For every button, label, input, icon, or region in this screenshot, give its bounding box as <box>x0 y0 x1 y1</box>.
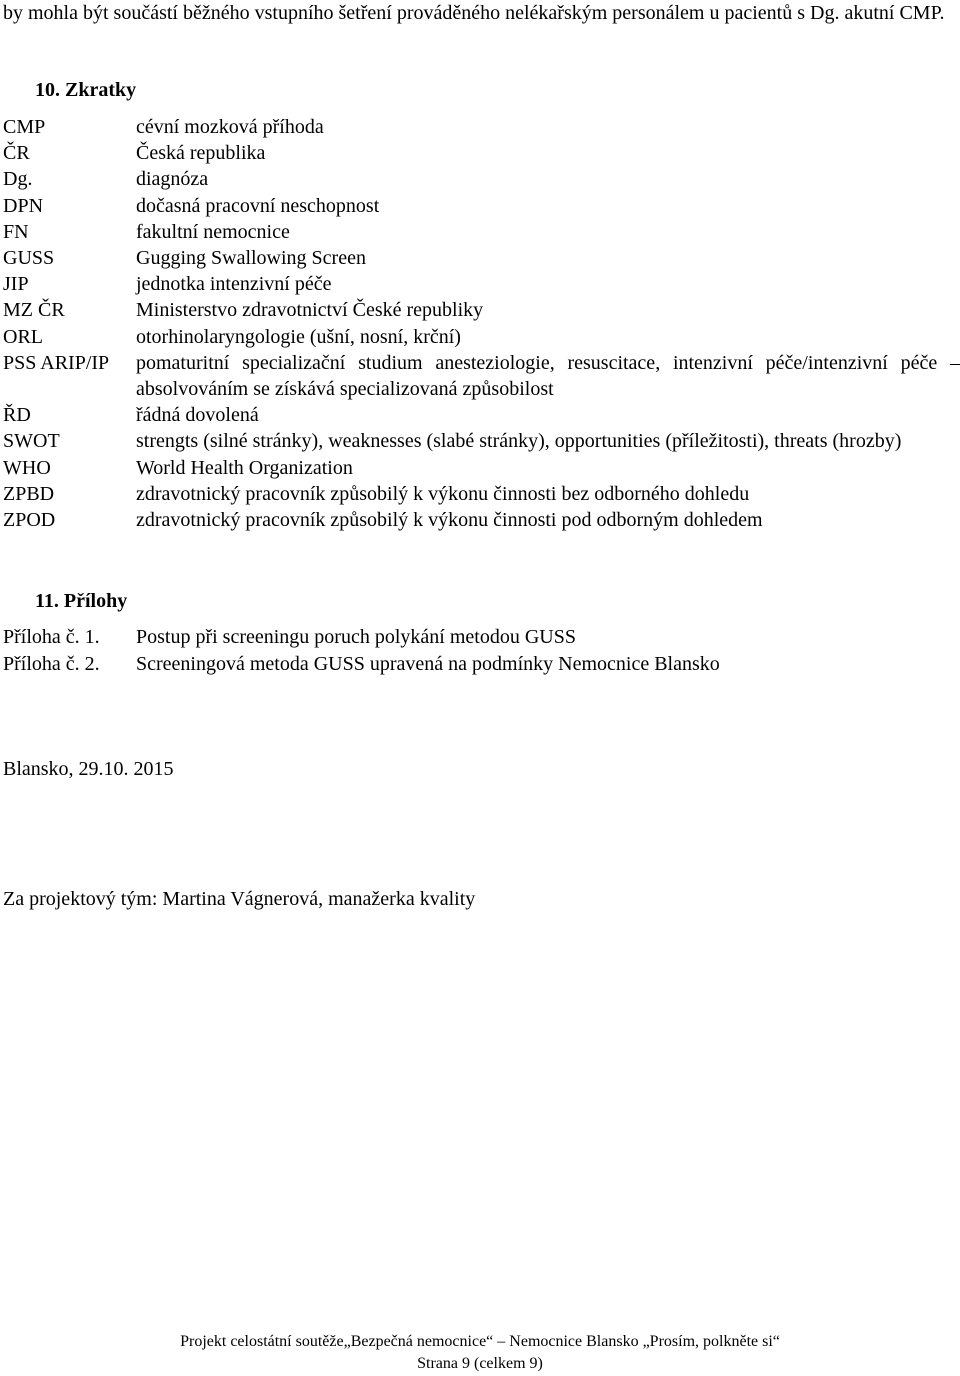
abbreviation-meaning: Ministerstvo zdravotnictví České republiky <box>136 299 484 322</box>
abbreviation: GUSS <box>3 247 55 270</box>
abbreviation-meaning: World Health Organization <box>136 456 353 479</box>
abbreviation-row <box>3 271 960 297</box>
abbreviation: PSS ARIP/IP <box>3 351 110 374</box>
abbreviation-row <box>3 428 960 454</box>
abbreviation: DPN <box>3 194 44 217</box>
attachment-title: Screeningová metoda GUSS upravená na podmínky Nemocnice Blansko <box>136 652 720 675</box>
abbreviation-row <box>3 350 960 402</box>
attachment-label: Příloha č. 2. <box>3 652 100 675</box>
abbreviations-list <box>3 114 960 533</box>
abbreviation-row <box>3 166 960 192</box>
abbreviation-meaning: řádná dovolená <box>136 404 259 427</box>
abbreviation-row <box>3 455 960 481</box>
abbreviation: JIP <box>3 273 29 296</box>
footer-page-number: Strana 9 (celkem 9) <box>417 1355 543 1372</box>
abbreviation-row <box>3 324 960 350</box>
section-10-heading <box>35 77 136 103</box>
abbreviation-meaning: jednotka intenzivní péče <box>136 273 332 296</box>
section-11-number: 11. <box>35 590 59 612</box>
abbreviation-meaning: Česká republika <box>136 142 266 165</box>
abbreviation: ZPOD <box>3 509 56 532</box>
abbreviation-meaning: dočasná pracovní neschopnost <box>136 194 380 217</box>
signature-line: Za projektový tým: Martina Vágnerová, manažerka kvality <box>3 888 476 910</box>
abbreviation: FN <box>3 220 29 243</box>
attachments-list <box>3 624 960 677</box>
intro-paragraph: by mohla být součástí běžného vstupního šetření prováděného nelékařským personálem u pacientů s Dg. akutní CMP. <box>3 2 945 24</box>
place-and-date: Blansko, 29.10. 2015 <box>3 758 174 780</box>
abbreviation-row <box>3 114 960 140</box>
abbreviation-row <box>3 140 960 166</box>
abbreviation-row <box>3 245 960 271</box>
abbreviation-meaning: fakultní nemocnice <box>136 220 290 243</box>
abbreviation-meaning: cévní mozková příhoda <box>136 116 324 138</box>
abbreviation: WHO <box>3 456 51 479</box>
section-10-title: Zkratky <box>65 79 137 101</box>
abbreviation: Dg. <box>3 168 33 191</box>
abbreviation: ORL <box>3 325 43 348</box>
abbreviation-row <box>3 507 960 533</box>
section-11-title: Přílohy <box>63 590 128 612</box>
abbreviation-row <box>3 219 960 245</box>
abbreviation-meaning: Gugging Swallowing Screen <box>136 247 366 270</box>
footer-project-line: Projekt celostátní soutěže„Bezpečná nemocnice“ – Nemocnice Blansko „Prosím, polkněte si“ <box>180 1333 780 1350</box>
attachment-row <box>3 624 960 651</box>
abbreviation: CMP <box>3 116 46 138</box>
abbreviation-meaning: otorhinolaryngologie (ušní, nosní, krční) <box>136 325 461 348</box>
attachment-label: Příloha č. 1. <box>3 626 100 648</box>
abbreviation-row <box>3 481 960 507</box>
abbreviation: MZ ČR <box>3 299 65 322</box>
abbreviation-meaning: zdravotnický pracovník způsobilý k výkonu činnosti pod odborným dohledem <box>136 509 763 532</box>
abbreviation-row <box>3 402 960 428</box>
abbreviation: ŘD <box>3 404 31 427</box>
abbreviation-meaning: strengts (silné stránky), weaknesses (slabé stránky), opportunities (příležitosti), threats (hrozby) <box>136 430 902 453</box>
abbreviation-meaning: zdravotnický pracovník způsobilý k výkonu činnosti bez odborného dohledu <box>136 482 750 505</box>
attachment-title: Postup při screeningu poruch polykání metodou GUSS <box>136 626 576 648</box>
abbreviation-row <box>3 297 960 323</box>
abbreviation-row <box>3 193 960 219</box>
abbreviation-meaning: pomaturitní specializační studium anesteziologie, resuscitace, intenzivní péče/intenzivní péče – absolvováním se získává specializovaná způsobilost <box>136 351 960 401</box>
abbreviation: SWOT <box>3 430 60 453</box>
section-10-number: 10. <box>35 79 60 101</box>
attachment-row <box>3 651 960 678</box>
section-11-heading <box>35 588 127 614</box>
abbreviation: ČR <box>3 142 30 165</box>
abbreviation-meaning: diagnóza <box>136 168 209 191</box>
abbreviation: ZPBD <box>3 482 55 505</box>
